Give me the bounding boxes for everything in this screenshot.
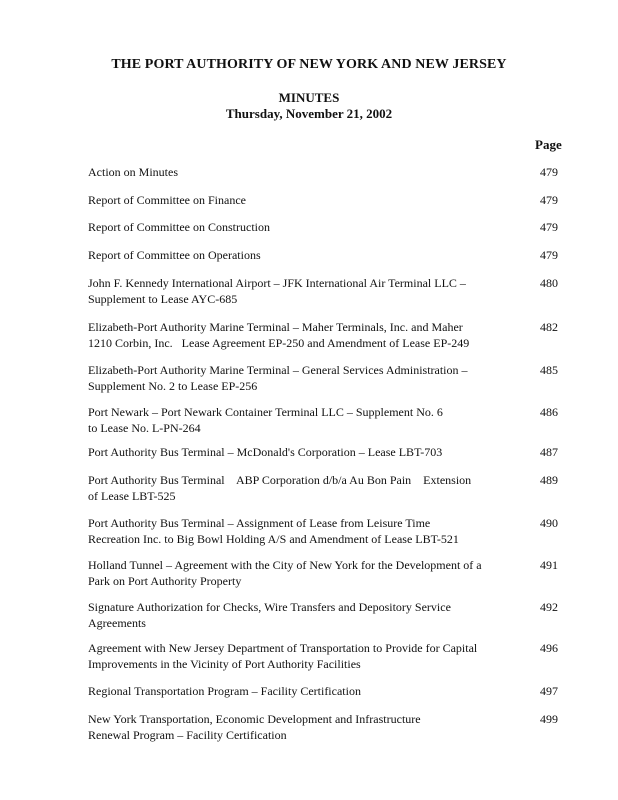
document-subtitle: MINUTES [278, 90, 340, 105]
toc-entry-line: Renewal Program – Facility Certification [88, 727, 287, 742]
toc-entry-title [88, 684, 493, 700]
toc-entry-line: Agreement with New Jersey Department of Transportation to Provide for Capital [88, 641, 478, 655]
toc-entry-page-number: 489 [540, 473, 558, 487]
toc-entry-line: 1210 Corbin, Inc. Lease Agreement EP-250 and Amendment of Lease EP-249 [88, 335, 470, 350]
toc-entry-page-number: 487 [540, 445, 558, 459]
toc-entry-line: Report of Committee on Construction [88, 220, 270, 234]
toc-entry-page-number: 492 [540, 600, 558, 614]
page-column-header: Page [535, 137, 562, 152]
toc-entry-line: Action on Minutes [88, 165, 178, 179]
toc-entry-title [88, 320, 493, 351]
meeting-date: Thursday, November 21, 2002 [225, 106, 393, 121]
toc-entry-page-number: 490 [540, 516, 558, 530]
toc-entry-title [88, 248, 493, 264]
toc-entry-page-number: 496 [540, 641, 558, 655]
toc-entry-title [88, 220, 493, 236]
toc-entry-line: Port Newark – Port Newark Container Terminal LLC – Supplement No. 6 [88, 405, 443, 419]
toc-entry-title [88, 712, 493, 743]
toc-entry-title [88, 473, 493, 504]
toc-entry-title [88, 165, 493, 181]
toc-entry-line: Port Authority Bus Terminal ABP Corporation d/b/a Au Bon Pain Extension [88, 473, 472, 487]
toc-entry-page-number: 499 [540, 712, 558, 726]
toc-entry-line: Park on Port Authority Property [88, 573, 242, 588]
toc-entry-line: Supplement to Lease AYC-685 [88, 291, 238, 306]
toc-entry-title [88, 405, 493, 436]
toc-entry-title [88, 641, 493, 672]
toc-entry-page-number: 480 [540, 276, 558, 290]
toc-entry-line: Report of Committee on Finance [88, 193, 246, 207]
toc-entry-line: Agreements [88, 615, 146, 630]
toc-entry-page-number: 479 [540, 193, 558, 207]
toc-entry-page-number: 485 [540, 363, 558, 377]
toc-entry-page-number: 486 [540, 405, 558, 419]
toc-entry-page-number: 479 [540, 165, 558, 179]
toc-entry-page-number: 482 [540, 320, 558, 334]
toc-entry-title [88, 363, 493, 394]
toc-entry-line: Improvements in the Vicinity of Port Authority Facilities [88, 656, 361, 671]
toc-entry-title [88, 600, 493, 631]
toc-entry-page-number: 491 [540, 558, 558, 572]
document-title: THE PORT AUTHORITY OF NEW YORK AND NEW JERSEY [111, 57, 507, 72]
toc-entry-page-number: 479 [540, 220, 558, 234]
toc-entry-line: Elizabeth-Port Authority Marine Terminal – General Services Administration – [88, 363, 468, 377]
toc-entry-line: Report of Committee on Operations [88, 248, 261, 262]
toc-entry-line: John F. Kennedy International Airport – JFK International Air Terminal LLC – [88, 276, 466, 290]
toc-entry-title [88, 193, 493, 209]
toc-entry-line: Port Authority Bus Terminal – McDonald's Corporation – Lease LBT-703 [88, 445, 443, 459]
toc-entry-page-number: 479 [540, 248, 558, 262]
toc-entry-line: Supplement No. 2 to Lease EP-256 [88, 378, 258, 393]
toc-entry-title [88, 516, 493, 547]
toc-entry-line: Port Authority Bus Terminal – Assignment of Lease from Leisure Time [88, 516, 431, 530]
toc-entry-line: New York Transportation, Economic Development and Infrastructure [88, 712, 421, 726]
toc-entry-line: to Lease No. L-PN-264 [88, 420, 201, 435]
toc-entry-title [88, 445, 493, 461]
toc-entry-line: Holland Tunnel – Agreement with the City of New York for the Development of a [88, 558, 482, 572]
toc-entry-page-number: 497 [540, 684, 558, 698]
toc-entry-line: Regional Transportation Program – Facility Certification [88, 684, 361, 698]
toc-entry-title [88, 558, 493, 589]
toc-entry-title [88, 276, 493, 307]
toc-entry-line: Elizabeth-Port Authority Marine Terminal – Maher Terminals, Inc. and Maher [88, 320, 463, 334]
toc-entry-line: Recreation Inc. to Big Bowl Holding A/S and Amendment of Lease LBT-521 [88, 531, 459, 546]
toc-entry-line: of Lease LBT-525 [88, 488, 176, 503]
toc-entry-line: Signature Authorization for Checks, Wire Transfers and Depository Service [88, 600, 451, 614]
